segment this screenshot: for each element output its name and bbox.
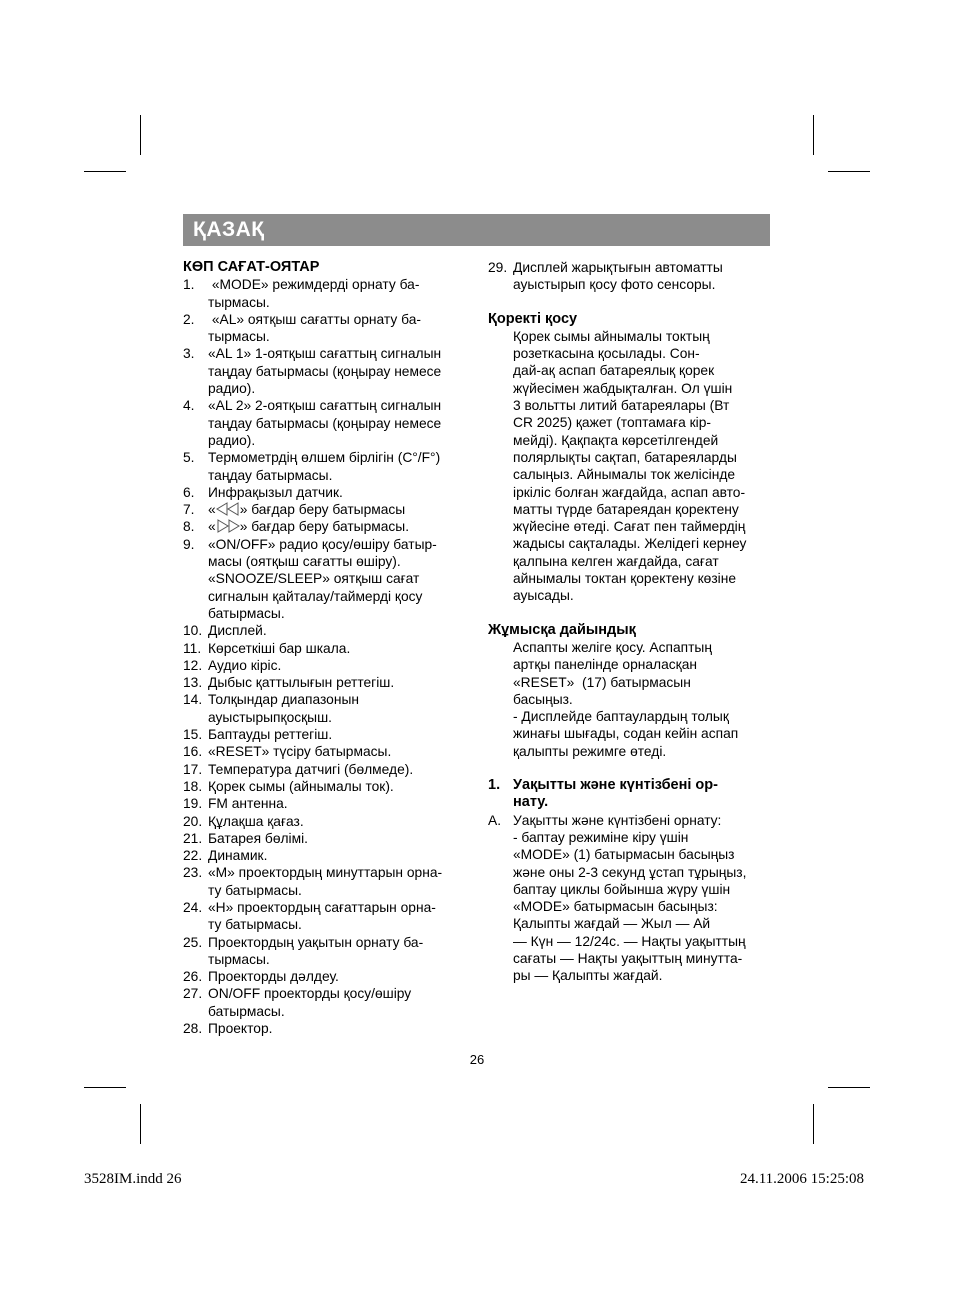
crop-mark-top-right-v [813, 115, 814, 155]
item-text [208, 657, 473, 674]
text-line: матты түрде батареядан қоректену [513, 501, 739, 517]
preparation-paragraph [488, 639, 778, 760]
text-line: «AL 2» 2-оятқыш сағаттың сигналын [208, 398, 442, 414]
text-line: 3 вольтты литий батареялары (Вт [513, 398, 730, 414]
list-item-2 [183, 311, 473, 346]
item-text [208, 968, 473, 985]
item-number: 23. [183, 865, 203, 881]
item-number: 6. [183, 484, 195, 500]
text-line: Қорек сымы айнымалы токтың [513, 328, 710, 344]
text-line: мейді). Қақпақта көрсетілгендей [513, 432, 719, 448]
text-line: Термометрдің өлшем бірлігін (C°/F°) [208, 450, 441, 466]
item-text [513, 812, 778, 985]
item-text [208, 830, 473, 847]
list-item-12 [183, 657, 473, 674]
list-item-a [488, 812, 778, 985]
item-text [208, 345, 473, 397]
list-item-28 [183, 1020, 473, 1037]
text-line: тырмасы. [208, 951, 270, 967]
list-item-22 [183, 847, 473, 864]
item-number: 20. [183, 813, 203, 829]
list-item-3 [183, 345, 473, 397]
text-line: «MODE» (1) батырмасын басыңыз [513, 847, 735, 863]
item-text [208, 536, 473, 622]
text-line: қалпына келген жағдайда, сағат [513, 553, 719, 569]
list-item-18 [183, 778, 473, 795]
section-heading-preparation: Жұмысқа дайындық [488, 621, 636, 638]
text-line: таңдау батырмасы (қоңырау немесе [208, 363, 442, 379]
text-line: Проекторды дәлдеу. [208, 969, 339, 985]
section-heading-time-calendar [488, 777, 778, 812]
text-line: батырмасы. [208, 605, 285, 621]
text-line: CR 2025) қажет (топтамаға кір- [513, 415, 711, 431]
text-line: «AL» оятқыш сағатты орнату ба- [208, 311, 421, 327]
list-item-6 [183, 484, 473, 501]
text-line: таңдау батырмасы (қоңырау немесе [208, 415, 442, 431]
list-item-5 [183, 449, 473, 484]
item-number: 9. [183, 536, 195, 552]
text-line: Батарея бөлімі. [208, 830, 308, 846]
text-line: Қорек сымы (айнымалы ток). [208, 778, 394, 794]
text-line: сағаты — Нақты уақыттың минутта- [513, 950, 743, 966]
list-item-20 [183, 813, 473, 830]
item-text [208, 761, 473, 778]
list-item-7: 7. « » бағдар беру батырмасы [183, 502, 406, 518]
crop-mark-top-left-h [84, 171, 126, 172]
list-item-a-row [488, 812, 778, 985]
text-line: тырмасы. [208, 294, 270, 310]
text-line: Уақытты және күнтізбені ор- [513, 777, 718, 794]
list-item-26 [183, 968, 473, 985]
item-number: 3. [183, 346, 195, 362]
text-line: ауыстырыпқосқыш. [208, 709, 332, 725]
list-item-19 [183, 795, 473, 812]
list-item-11 [183, 640, 473, 657]
crop-mark-bottom-left-h [84, 1087, 126, 1088]
item-text [208, 847, 473, 864]
item-text [208, 726, 473, 743]
item-text [208, 276, 473, 311]
item-text [208, 674, 473, 691]
item-text [208, 934, 473, 969]
text-line: Аудио кіріс. [208, 657, 282, 673]
text-line: Баптауды реттегіш. [208, 727, 333, 743]
text-line: нату. [513, 794, 549, 811]
item-number: 1. [488, 777, 501, 794]
text-line: FM антенна. [208, 796, 288, 812]
list-item-29-row [488, 259, 778, 294]
text-line: «SNOOZE/SLEEP» оятқыш сағат [208, 571, 420, 587]
text-line: «M» проектордың минуттарын орна- [208, 865, 443, 881]
item-number: 19. [183, 796, 203, 812]
text-line: Проектордың уақытын орнату ба- [208, 934, 424, 950]
text-line: жүйесіне өтеді. Сағат пен таймердің [513, 519, 746, 535]
item-number: 26. [183, 969, 203, 985]
list-item-4 [183, 397, 473, 449]
text-line: жүйесімен жабдықталған. Ол үшін [513, 380, 733, 396]
footer-timestamp: 24.11.2006 15:25:08 [739, 1171, 864, 1187]
text-line: қалыпты режимге өтеді. [513, 743, 667, 759]
list-item-21 [183, 830, 473, 847]
language-header-bar [183, 214, 770, 246]
text-line: салыңыз. Айнымалы ток желісінде [513, 467, 736, 483]
text-line: ту батырмасы. [208, 917, 302, 933]
crop-mark-top-right-h [828, 171, 870, 172]
item-number: 24. [183, 899, 203, 915]
text-line: «ON/OFF» радио қосу/өшіру батыр- [208, 536, 437, 552]
item-text [208, 743, 473, 760]
list-item-29 [488, 259, 778, 294]
text-line: радио). [208, 381, 256, 397]
text-line: «RESET» түсіру батырмасы. [208, 744, 392, 760]
item-number: 13. [183, 675, 203, 691]
list-item-9 [183, 536, 473, 622]
text-line: Уақытты және күнтізбені орнату: [513, 812, 722, 828]
item-number: 16. [183, 744, 203, 760]
item-number: 28. [183, 1021, 203, 1037]
text-line: басыңыз. [513, 691, 573, 707]
text-line: Дыбыс қаттылығын реттегіш. [208, 675, 395, 691]
item-number: 22. [183, 848, 203, 864]
item-number: 14. [183, 692, 203, 708]
footer-file-info: 3528IM.indd 26 [84, 1171, 182, 1187]
item-text [208, 397, 473, 449]
text-line: «MODE» батырмасын басыңыз: [513, 899, 718, 915]
item-number: 29. [488, 260, 508, 275]
list-item-8: 8. « » бағдар беру батырмасы. [183, 519, 410, 535]
text-line: Проектор. [208, 1021, 273, 1037]
item-number: 25. [183, 934, 203, 950]
text-line: батырмасы. [208, 1003, 285, 1019]
item-number: 2. [183, 311, 195, 327]
item-text [208, 864, 473, 899]
text-line: айнымалы токтан қоректену көзіне [513, 571, 737, 587]
text-line: Толқындар диапазонын [208, 692, 359, 708]
text-line: масы (оятқыш сағатты өшіру). [208, 554, 401, 570]
item-number: 27. [183, 986, 203, 1002]
page-number: 26 [469, 1052, 485, 1067]
item-text [208, 449, 473, 484]
item-number: 15. [183, 727, 203, 743]
item-text [208, 795, 473, 812]
item-number: 5. [183, 450, 195, 466]
text-line: ры — Қалыпты жағдай. [513, 968, 663, 984]
list-item-16 [183, 743, 473, 760]
text-line: Көрсеткіші бар шкала. [208, 640, 351, 656]
text-line: Инфрақызыл датчик. [208, 484, 343, 500]
text-line: розеткасына қосылады. Сон- [513, 346, 700, 362]
text-line: ауыстырып қосу фото сенсоры. [513, 277, 716, 293]
text-line: Аспапты желіге қосу. Аспаптың [513, 639, 712, 655]
item-text [208, 484, 473, 501]
language-title: ҚАЗАҚ [193, 218, 265, 241]
text-line: Дисплей. [208, 623, 267, 639]
item-text [208, 985, 473, 1020]
text-line: баптау циклы бойынша жүру үшін [513, 881, 731, 897]
text-line: ON/OFF проекторды қосу/өшіру [208, 986, 412, 1002]
parts-list-part1 [183, 276, 473, 501]
rewind-icon [216, 502, 240, 516]
item-text [208, 622, 473, 639]
list-item-24 [183, 899, 473, 934]
parts-list-part2 [183, 536, 473, 1038]
item-text [208, 899, 473, 934]
text-line: радио). [208, 432, 256, 448]
item-text [208, 778, 473, 795]
fast-forward-icon [216, 519, 240, 533]
item-text [513, 259, 778, 294]
item-number: 1. [183, 277, 195, 293]
item-text [208, 311, 473, 346]
item-number: 4. [183, 398, 195, 414]
text-line: Динамик. [208, 848, 268, 864]
text-line: Температура датчигі (бөлмеде). [208, 761, 414, 777]
text-line: - баптау режиміне кіру үшін [513, 829, 689, 845]
text-line: полярлықты сақтап, батареяларды [513, 449, 737, 465]
item-number: 12. [183, 657, 203, 673]
text-line: — Күн — 12/24с. — Нақты уақыттың [513, 933, 746, 949]
item-number: 21. [183, 830, 203, 846]
text-line: сигналын қайталау/таймерді қосу [208, 588, 423, 604]
crop-mark-bottom-right-h [828, 1087, 870, 1088]
section-heading-multi-clock: КӨП САҒАТ-ОЯТАР [183, 259, 320, 275]
text-line: Дисплей жарықтығын автоматты [513, 260, 723, 275]
crop-mark-bottom-left-v [140, 1104, 141, 1144]
list-item-1 [183, 276, 473, 311]
item-text [208, 1020, 473, 1037]
text-line: ауысады. [513, 588, 574, 604]
text-line: «MODE» режимдерді орнату ба- [208, 277, 420, 293]
text-line: «H» проектордың сағаттарын орна- [208, 899, 436, 915]
text-line: іркіліс болған жағдайда, аспап авто- [513, 484, 746, 500]
text-line: - Дисплейде баптаулардың толық [513, 709, 729, 725]
list-item-10 [183, 622, 473, 639]
text-line: «RESET» (17) батырмасын [513, 674, 691, 690]
item-number: А. [488, 812, 502, 828]
list-item-13 [183, 674, 473, 691]
section-heading-power: Қоректі қосу [488, 310, 578, 327]
text-line: дай-ақ аспап батареялық қорек [513, 363, 715, 379]
right-column [488, 259, 778, 985]
text-line: Құлақша қағаз. [208, 813, 304, 829]
item-text [208, 813, 473, 830]
crop-mark-bottom-right-v [813, 1104, 814, 1144]
list-item-14 [183, 691, 473, 726]
text-line: «AL 1» 1-оятқыш сағаттың сигналын [208, 346, 442, 362]
item-number: 11. [183, 640, 202, 656]
section-1-row [488, 777, 778, 812]
list-item-27 [183, 985, 473, 1020]
item-text [208, 640, 473, 657]
crop-mark-top-left-v [140, 115, 141, 155]
list-item-23 [183, 864, 473, 899]
text-line: таңдау батырмасы. [208, 467, 333, 483]
item-text [513, 777, 778, 812]
item-number: 18. [183, 778, 203, 794]
list-item-15 [183, 726, 473, 743]
text-line: Қалыпты жағдай — Жыл — Ай [513, 916, 711, 932]
text-line: жинағы шығады, содан кейін аспап [513, 726, 739, 742]
list-item-25 [183, 934, 473, 969]
text-line: ту батырмасы. [208, 882, 302, 898]
text-line: артқы панелінде орналасқан [513, 657, 698, 673]
text-line: тырмасы. [208, 329, 270, 345]
item-number: 17. [183, 761, 203, 777]
power-paragraph [488, 328, 778, 605]
text-line: және оны 2-3 секунд ұстап тұрыңыз, [513, 864, 747, 880]
text-line: жадысы сақталады. Желідегі кернеу [513, 536, 747, 552]
list-item-17 [183, 761, 473, 778]
left-column [183, 259, 473, 1037]
item-text [208, 691, 473, 726]
item-number: 10. [183, 623, 203, 639]
